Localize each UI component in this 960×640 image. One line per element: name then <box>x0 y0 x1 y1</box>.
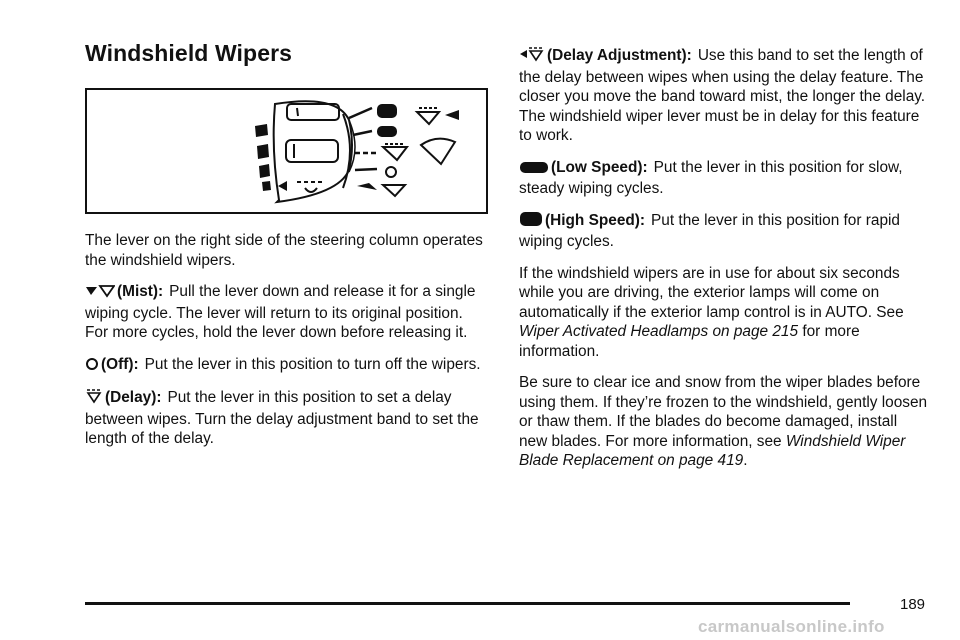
mist-paragraph: (Mist): Pull the lever down and release it for a single wiping cycle. The lever will return to its original position. For more cycles, hold the lever down before releasing it. <box>85 283 476 341</box>
wiper-lever-drawing <box>87 90 486 212</box>
band-marker <box>259 164 270 178</box>
delay-wiper-icon <box>383 147 407 160</box>
delay-adjustment-icon <box>519 46 545 68</box>
off-icon <box>386 167 396 177</box>
mist-icon <box>85 284 115 304</box>
high-speed-icon <box>377 104 397 118</box>
delay-icon <box>85 388 103 410</box>
band-marker <box>262 181 271 191</box>
delay-adjustment-paragraph: (Delay Adjustment): Use this band to set the length of the delay between wipes when using the delay feature. The closer you move the band toward mist, the longer the delay. The windshield wiper lever must be in delay for this feature to work. <box>519 47 926 144</box>
adjust-arrow-icon <box>445 110 459 120</box>
low-speed-paragraph: (Low Speed): Put the lever in this position for slow, steady wiping cycles. <box>519 158 903 197</box>
intro-paragraph: The lever on the right side of the steering column operates the windshield wipers. <box>85 232 483 269</box>
high-speed-icon <box>519 211 543 233</box>
delay-arrow-icon <box>278 181 287 191</box>
off-icon <box>85 357 99 377</box>
wiper-lever-illustration <box>85 88 488 214</box>
page-number: 189 <box>900 596 926 613</box>
lever-window-upper <box>287 104 339 120</box>
off-paragraph: (Off): Put the lever in this position to turn off the wipers. <box>85 355 490 377</box>
band-marker <box>255 124 268 137</box>
page-title: Windshield Wipers <box>85 40 293 66</box>
mist-icon <box>383 185 405 196</box>
low-speed-icon <box>377 126 397 137</box>
ice-paragraph: Be sure to clear ice and snow from the wiper blades before using them. If they’re frozen to the windshield, gently loosen or thaw them. If the blades do become damaged, install new blades. For more information, see Windshield Wiper Blade Replacement on page 419. <box>519 374 928 469</box>
low-speed-icon <box>519 160 549 180</box>
headlamps-paragraph: If the windshield wipers are in use for about six seconds while you are driving, the exterior lamps will come on automatically if the exterior lamp control is in AUTO. See Wiper Activated Headlamps on page 215 for more information. <box>519 264 904 360</box>
footer-rule <box>85 602 850 605</box>
wiper-icon <box>417 112 439 124</box>
headlamps-page-reference[interactable]: Wiper Activated Headlamps on page 215 <box>519 323 799 340</box>
right-column <box>519 46 929 483</box>
left-column <box>85 38 490 461</box>
delay-paragraph: (Delay): Put the lever in this position to set a delay between wipes. Turn the delay adjustment band to set the length of the delay. <box>85 389 479 447</box>
high-speed-paragraph: (High Speed): Put the lever in this position for rapid wiping cycles. <box>519 211 900 250</box>
band-marker <box>257 144 269 159</box>
blade-replacement-page-reference[interactable]: Windshield Wiper Blade Replacement on page 419 <box>519 432 906 469</box>
watermark: carmanualsonline.info <box>698 617 885 636</box>
wiper-sweep-icon <box>421 139 455 164</box>
